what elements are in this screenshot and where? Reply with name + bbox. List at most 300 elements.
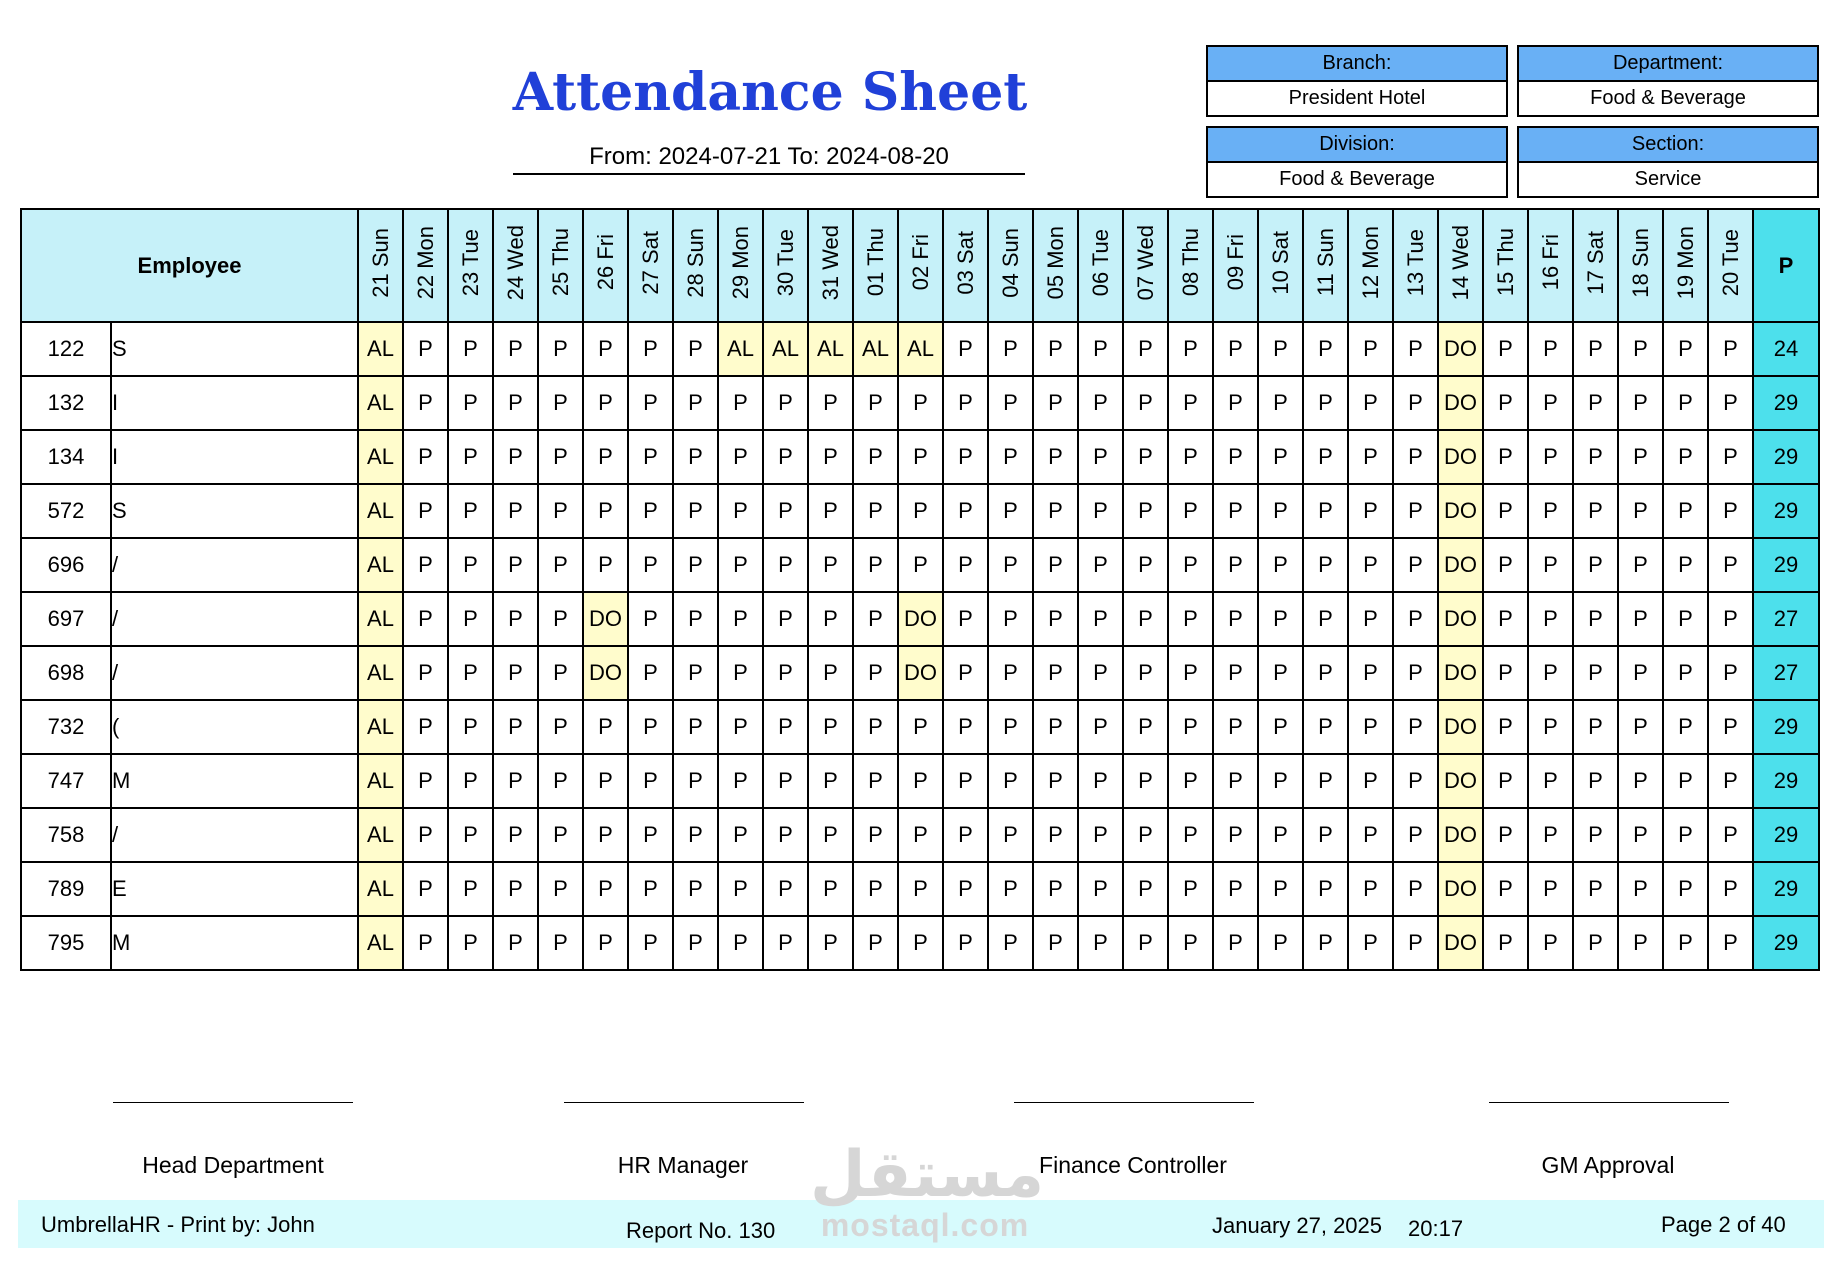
attendance-cell: P — [853, 700, 898, 754]
attendance-cell: P — [943, 538, 988, 592]
attendance-cell: P — [1258, 646, 1303, 700]
employee-id: 789 — [21, 862, 111, 916]
day-header — [1708, 209, 1753, 322]
attendance-cell: P — [673, 430, 718, 484]
attendance-cell: P — [403, 484, 448, 538]
attendance-cell: P — [1033, 700, 1078, 754]
attendance-cell: P — [1168, 754, 1213, 808]
total-present-cell: 29 — [1753, 700, 1819, 754]
attendance-cell: DO — [1438, 808, 1483, 862]
attendance-cell: P — [1213, 484, 1258, 538]
attendance-cell: P — [1258, 808, 1303, 862]
attendance-cell: P — [943, 430, 988, 484]
division-box — [1206, 126, 1508, 198]
attendance-cell: P — [1078, 322, 1123, 376]
attendance-cell: P — [628, 430, 673, 484]
day-header-label: 27 Sat — [637, 230, 663, 295]
attendance-cell: P — [1528, 430, 1573, 484]
attendance-cell: P — [1348, 700, 1393, 754]
attendance-cell: P — [538, 916, 583, 970]
attendance-cell: P — [1213, 322, 1258, 376]
attendance-cell: P — [898, 376, 943, 430]
attendance-cell: P — [538, 430, 583, 484]
total-present-cell: 29 — [1753, 538, 1819, 592]
attendance-cell: P — [493, 646, 538, 700]
table-row — [21, 430, 1819, 484]
attendance-cell: P — [628, 538, 673, 592]
attendance-cell: P — [763, 808, 808, 862]
attendance-cell: P — [1528, 484, 1573, 538]
day-header-label: 25 Thu — [547, 228, 573, 297]
day-header — [1078, 209, 1123, 322]
attendance-cell: P — [448, 430, 493, 484]
attendance-cell: P — [1258, 430, 1303, 484]
day-header — [1258, 209, 1303, 322]
attendance-cell: P — [628, 376, 673, 430]
attendance-cell: DO — [583, 592, 628, 646]
attendance-cell: P — [1303, 484, 1348, 538]
attendance-cell: P — [763, 916, 808, 970]
attendance-cell: AL — [358, 376, 403, 430]
attendance-cell: P — [448, 700, 493, 754]
attendance-cell: P — [493, 592, 538, 646]
attendance-cell: P — [1168, 484, 1213, 538]
attendance-cell: P — [1258, 484, 1303, 538]
attendance-cell: P — [808, 754, 853, 808]
attendance-cell: P — [1258, 916, 1303, 970]
attendance-cell: P — [853, 592, 898, 646]
attendance-cell: P — [1708, 322, 1753, 376]
employee-name: / — [111, 592, 358, 646]
attendance-cell: P — [673, 376, 718, 430]
attendance-cell: P — [1483, 592, 1528, 646]
attendance-cell: P — [988, 322, 1033, 376]
attendance-cell: P — [1033, 646, 1078, 700]
employee-id: 697 — [21, 592, 111, 646]
attendance-cell: P — [403, 430, 448, 484]
attendance-cell: AL — [853, 322, 898, 376]
table-row — [21, 646, 1819, 700]
attendance-cell: P — [898, 754, 943, 808]
day-header-label: 26 Fri — [592, 234, 618, 291]
attendance-cell: P — [808, 376, 853, 430]
attendance-cell: P — [763, 592, 808, 646]
attendance-cell: P — [1033, 538, 1078, 592]
footer-time: 20:17 — [1408, 1216, 1464, 1241]
attendance-cell: P — [1708, 700, 1753, 754]
attendance-cell: P — [1348, 484, 1393, 538]
attendance-cell: P — [853, 484, 898, 538]
attendance-cell: P — [1528, 916, 1573, 970]
attendance-cell: P — [403, 700, 448, 754]
page-title: Attendance Sheet — [512, 62, 1028, 123]
attendance-cell: P — [1573, 916, 1618, 970]
attendance-cell: P — [1123, 322, 1168, 376]
attendance-cell: P — [628, 700, 673, 754]
attendance-cell: P — [943, 592, 988, 646]
attendance-cell: P — [1708, 808, 1753, 862]
employee-name: S — [111, 484, 358, 538]
attendance-cell: P — [538, 646, 583, 700]
attendance-cell: AL — [358, 322, 403, 376]
table-row — [21, 376, 1819, 430]
attendance-cell: P — [1483, 484, 1528, 538]
attendance-cell: P — [1123, 538, 1168, 592]
attendance-cell: P — [1123, 862, 1168, 916]
employee-name: M — [111, 754, 358, 808]
employee-id: 795 — [21, 916, 111, 970]
attendance-cell: DO — [898, 646, 943, 700]
signature-finance-controller: Finance Controller — [1039, 1152, 1227, 1178]
watermark — [810, 1138, 1045, 1243]
attendance-cell: P — [538, 808, 583, 862]
attendance-cell: P — [853, 538, 898, 592]
attendance-cell: P — [673, 322, 718, 376]
total-present-header: P — [1753, 209, 1819, 322]
attendance-cell: P — [898, 538, 943, 592]
attendance-cell: P — [538, 754, 583, 808]
attendance-cell: P — [538, 376, 583, 430]
day-header — [448, 209, 493, 322]
attendance-cell: P — [898, 430, 943, 484]
attendance-cell: P — [403, 592, 448, 646]
day-header — [1618, 209, 1663, 322]
attendance-cell: P — [1708, 862, 1753, 916]
attendance-cell: AL — [358, 592, 403, 646]
attendance-cell: P — [1303, 916, 1348, 970]
employee-header: Employee — [21, 209, 358, 322]
attendance-cell: P — [1393, 484, 1438, 538]
attendance-cell: P — [628, 862, 673, 916]
attendance-cell: P — [763, 430, 808, 484]
attendance-cell: P — [673, 916, 718, 970]
attendance-cell: P — [808, 592, 853, 646]
attendance-cell: P — [1033, 484, 1078, 538]
attendance-cell: P — [1123, 808, 1168, 862]
attendance-cell: P — [1618, 538, 1663, 592]
attendance-cell: P — [1528, 592, 1573, 646]
day-header-label: 08 Thu — [1177, 228, 1203, 297]
day-header-label: 02 Fri — [907, 234, 933, 291]
day-header-label: 29 Mon — [727, 225, 753, 300]
attendance-cell: P — [943, 646, 988, 700]
attendance-cell: P — [1618, 430, 1663, 484]
attendance-cell: P — [853, 754, 898, 808]
attendance-cell: P — [1393, 808, 1438, 862]
day-header-label: 21 Sun — [367, 227, 393, 298]
attendance-cell: P — [1663, 538, 1708, 592]
day-header-label: 24 Wed — [502, 224, 528, 301]
branch-label: Branch: — [1208, 47, 1506, 82]
attendance-cell: P — [853, 808, 898, 862]
attendance-cell: P — [988, 376, 1033, 430]
day-header-label: 12 Mon — [1357, 225, 1383, 300]
day-header — [1033, 209, 1078, 322]
attendance-cell: P — [493, 754, 538, 808]
attendance-cell: P — [1213, 808, 1258, 862]
signature-line-hr — [564, 1102, 804, 1103]
attendance-cell: P — [988, 646, 1033, 700]
attendance-cell: P — [1663, 916, 1708, 970]
section-box — [1517, 126, 1819, 198]
attendance-cell: P — [1303, 700, 1348, 754]
table-row — [21, 484, 1819, 538]
attendance-cell: AL — [358, 430, 403, 484]
attendance-cell: P — [583, 322, 628, 376]
attendance-cell: P — [448, 808, 493, 862]
attendance-cell: P — [943, 322, 988, 376]
attendance-cell: P — [1168, 538, 1213, 592]
attendance-cell: P — [1123, 592, 1168, 646]
employee-name: I — [111, 376, 358, 430]
attendance-cell: P — [1168, 376, 1213, 430]
attendance-cell: P — [763, 646, 808, 700]
attendance-cell: P — [1573, 646, 1618, 700]
day-header-label: 03 Sat — [952, 230, 978, 295]
attendance-cell: P — [898, 700, 943, 754]
day-header — [583, 209, 628, 322]
day-header — [898, 209, 943, 322]
attendance-cell: P — [1573, 754, 1618, 808]
attendance-cell: P — [628, 808, 673, 862]
attendance-cell: P — [1123, 754, 1168, 808]
attendance-cell: P — [1528, 808, 1573, 862]
employee-id: 732 — [21, 700, 111, 754]
attendance-cell: P — [1618, 862, 1663, 916]
day-header-label: 13 Tue — [1402, 228, 1428, 297]
attendance-cell: P — [673, 808, 718, 862]
attendance-cell: P — [1168, 700, 1213, 754]
attendance-cell: P — [1618, 808, 1663, 862]
attendance-cell: P — [1303, 322, 1348, 376]
employee-id: 698 — [21, 646, 111, 700]
attendance-cell: P — [448, 646, 493, 700]
attendance-cell: P — [1258, 376, 1303, 430]
day-header — [1528, 209, 1573, 322]
employee-name: S — [111, 322, 358, 376]
attendance-cell: P — [1663, 484, 1708, 538]
attendance-cell: P — [1168, 646, 1213, 700]
attendance-cell: P — [1078, 754, 1123, 808]
attendance-cell: P — [1483, 862, 1528, 916]
attendance-cell: P — [1348, 430, 1393, 484]
attendance-cell: P — [673, 754, 718, 808]
attendance-cell: P — [1168, 592, 1213, 646]
day-header-label: 20 Tue — [1717, 228, 1743, 297]
attendance-cell: P — [808, 916, 853, 970]
day-header-label: 14 Wed — [1447, 224, 1473, 301]
attendance-cell: P — [1663, 322, 1708, 376]
total-present-cell: 29 — [1753, 808, 1819, 862]
day-header-label: 01 Thu — [862, 228, 888, 297]
attendance-cell: P — [1393, 538, 1438, 592]
attendance-cell: P — [1078, 592, 1123, 646]
employee-id: 758 — [21, 808, 111, 862]
employee-id: 122 — [21, 322, 111, 376]
attendance-cell: P — [718, 754, 763, 808]
attendance-cell: P — [583, 754, 628, 808]
attendance-cell: P — [1618, 700, 1663, 754]
attendance-cell: P — [1258, 754, 1303, 808]
attendance-cell: P — [1618, 754, 1663, 808]
employee-id: 696 — [21, 538, 111, 592]
attendance-cell: P — [673, 484, 718, 538]
day-header — [1348, 209, 1393, 322]
attendance-cell: P — [1213, 430, 1258, 484]
attendance-cell: P — [853, 430, 898, 484]
attendance-cell: P — [1078, 700, 1123, 754]
attendance-cell: P — [403, 808, 448, 862]
attendance-cell: DO — [1438, 754, 1483, 808]
attendance-cell: P — [1258, 592, 1303, 646]
attendance-cell: P — [1033, 376, 1078, 430]
attendance-cell: P — [1573, 484, 1618, 538]
attendance-cell: P — [988, 862, 1033, 916]
attendance-cell: P — [448, 322, 493, 376]
section-value: Service — [1519, 163, 1817, 196]
attendance-cell: P — [853, 862, 898, 916]
attendance-cell: P — [853, 916, 898, 970]
attendance-cell: P — [1123, 700, 1168, 754]
attendance-cell: P — [1078, 430, 1123, 484]
attendance-cell: P — [1708, 538, 1753, 592]
attendance-cell: P — [1213, 592, 1258, 646]
attendance-cell: P — [1528, 322, 1573, 376]
attendance-cell: P — [1123, 916, 1168, 970]
attendance-cell: P — [1303, 430, 1348, 484]
attendance-cell: AL — [358, 754, 403, 808]
attendance-cell: P — [1483, 376, 1528, 430]
attendance-cell: P — [1708, 646, 1753, 700]
attendance-cell: P — [1123, 484, 1168, 538]
day-header — [628, 209, 673, 322]
attendance-cell: P — [403, 322, 448, 376]
attendance-cell: P — [1528, 754, 1573, 808]
attendance-cell: P — [763, 538, 808, 592]
total-present-cell: 29 — [1753, 430, 1819, 484]
day-header — [1168, 209, 1213, 322]
employee-id: 572 — [21, 484, 111, 538]
attendance-cell: P — [538, 592, 583, 646]
employee-name: ( — [111, 700, 358, 754]
attendance-cell: DO — [898, 592, 943, 646]
attendance-cell: P — [1303, 538, 1348, 592]
attendance-cell: P — [1348, 916, 1393, 970]
attendance-cell: P — [1258, 322, 1303, 376]
attendance-cell: P — [898, 916, 943, 970]
attendance-cell: P — [628, 916, 673, 970]
attendance-cell: P — [1483, 538, 1528, 592]
signature-gm-approval: GM Approval — [1541, 1152, 1675, 1178]
attendance-cell: P — [1303, 754, 1348, 808]
signature-line-gm — [1489, 1102, 1729, 1103]
signature-hr-manager: HR Manager — [617, 1152, 749, 1178]
attendance-cell: DO — [1438, 430, 1483, 484]
day-header-label: 11 Sun — [1312, 228, 1338, 297]
attendance-cell: P — [1573, 322, 1618, 376]
attendance-cell: P — [538, 700, 583, 754]
attendance-cell: P — [763, 700, 808, 754]
attendance-cell: P — [1393, 862, 1438, 916]
attendance-cell: P — [1348, 754, 1393, 808]
attendance-cell: P — [448, 592, 493, 646]
attendance-cell: DO — [1438, 862, 1483, 916]
attendance-cell: P — [403, 754, 448, 808]
attendance-cell: P — [583, 376, 628, 430]
attendance-cell: P — [1078, 646, 1123, 700]
attendance-cell: P — [808, 430, 853, 484]
attendance-cell: P — [1168, 862, 1213, 916]
attendance-cell: P — [1663, 754, 1708, 808]
attendance-cell: P — [1663, 700, 1708, 754]
attendance-cell: P — [1393, 376, 1438, 430]
attendance-cell: DO — [1438, 538, 1483, 592]
attendance-cell: P — [1393, 592, 1438, 646]
table-row — [21, 700, 1819, 754]
attendance-cell: P — [1033, 808, 1078, 862]
day-header-label: 09 Fri — [1222, 234, 1248, 291]
attendance-cell: P — [538, 484, 583, 538]
attendance-cell: P — [718, 376, 763, 430]
attendance-cell: P — [403, 538, 448, 592]
day-header-label: 06 Tue — [1087, 228, 1113, 297]
attendance-cell: P — [448, 484, 493, 538]
attendance-cell: P — [718, 862, 763, 916]
attendance-cell: P — [1708, 430, 1753, 484]
day-header-label: 10 Sat — [1267, 230, 1293, 295]
attendance-cell: P — [1528, 376, 1573, 430]
attendance-cell: P — [1348, 646, 1393, 700]
attendance-cell: P — [1033, 916, 1078, 970]
attendance-cell: AL — [358, 862, 403, 916]
day-header-label: 18 Sun — [1627, 227, 1653, 298]
attendance-cell: P — [583, 862, 628, 916]
attendance-cell: P — [1078, 808, 1123, 862]
signature-line-finance — [1014, 1102, 1254, 1103]
total-present-cell: 29 — [1753, 754, 1819, 808]
day-header — [1123, 209, 1168, 322]
attendance-cell: P — [403, 916, 448, 970]
attendance-cell: P — [403, 862, 448, 916]
attendance-cell: P — [1573, 430, 1618, 484]
day-header-label: 31 Wed — [817, 224, 843, 301]
attendance-cell: P — [1618, 646, 1663, 700]
attendance-cell: P — [853, 376, 898, 430]
employee-name: / — [111, 808, 358, 862]
attendance-cell: P — [1078, 376, 1123, 430]
table-header-row — [21, 209, 1819, 322]
attendance-cell: P — [1033, 862, 1078, 916]
attendance-cell: DO — [583, 646, 628, 700]
attendance-cell: P — [1573, 700, 1618, 754]
attendance-cell: AL — [718, 322, 763, 376]
attendance-cell: P — [583, 700, 628, 754]
signature-head-department: Head Department — [142, 1152, 324, 1178]
attendance-cell: P — [763, 754, 808, 808]
attendance-cell: P — [583, 484, 628, 538]
attendance-cell: P — [988, 538, 1033, 592]
day-header — [358, 209, 403, 322]
attendance-cell: P — [493, 376, 538, 430]
attendance-cell: P — [1303, 592, 1348, 646]
employee-id: 134 — [21, 430, 111, 484]
attendance-cell: P — [1708, 592, 1753, 646]
attendance-cell: P — [403, 646, 448, 700]
attendance-cell: DO — [1438, 646, 1483, 700]
attendance-cell: P — [1033, 754, 1078, 808]
day-header-label: 28 Sun — [682, 227, 708, 298]
attendance-cell: P — [943, 700, 988, 754]
